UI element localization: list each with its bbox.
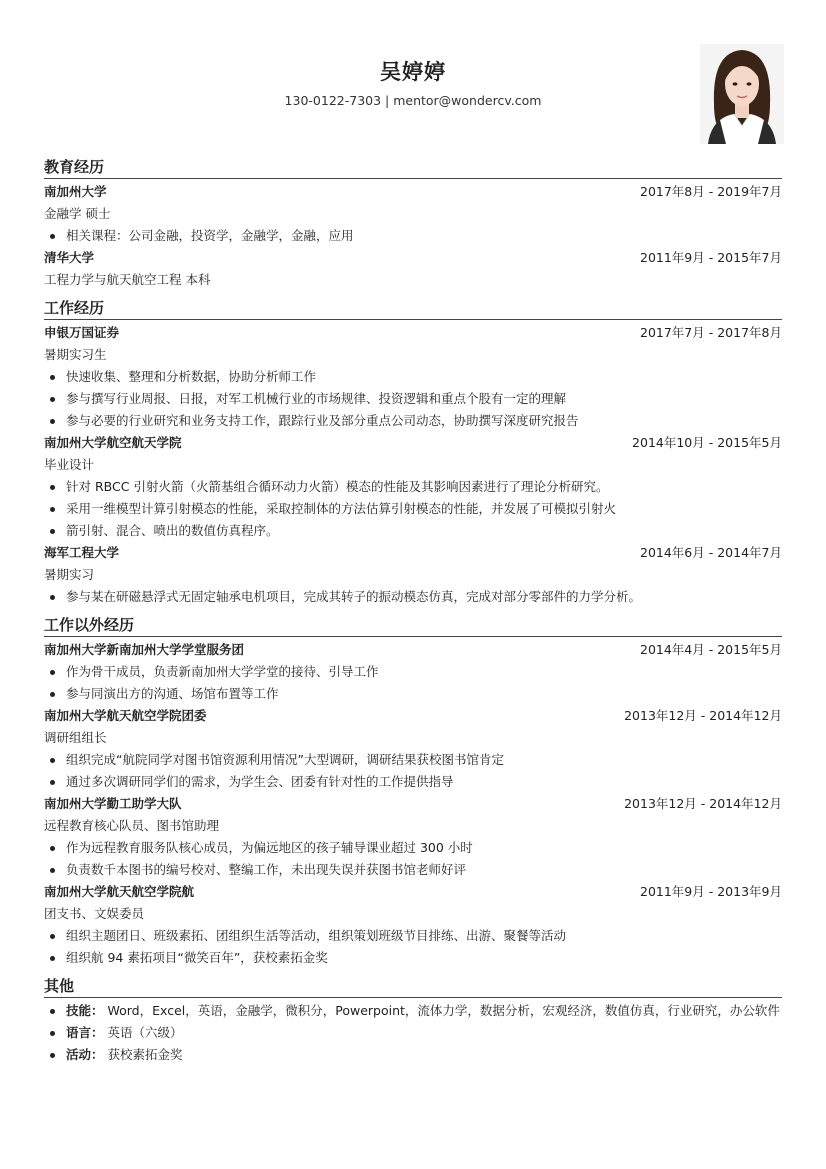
bullet-item: 负责数千本图书的编号校对、整编工作，未出现失误并获图书馆老师好评	[44, 859, 782, 881]
entry-org: 申银万国证券	[44, 325, 120, 340]
resume-header	[44, 0, 782, 150]
entry-org: 清华大学	[44, 250, 95, 265]
work-entry	[44, 542, 782, 608]
other-section	[44, 975, 782, 1066]
bullet-item: 针对 RBCC 引射火箭（火箭基组合循环动力火箭）模态的性能及其影响因素进行了理论分析研究。	[44, 476, 782, 498]
entry-org: 南加州大学航天航空学院团委	[44, 708, 207, 723]
bullet-item: 组织主题团日、班级素拓、团组织生活等活动，组织策划班级节目排练、出游、聚餐等活动	[44, 925, 782, 947]
entry-role: 团支书、文娱委员	[44, 906, 145, 921]
section-title: 教育经历	[44, 156, 782, 179]
entry-date: 2013年12月 - 2014年12月	[624, 708, 782, 723]
candidate-name: 吴婷婷	[380, 60, 446, 84]
section-title: 其他	[44, 975, 782, 998]
entry-date: 2017年7月 - 2017年8月	[640, 325, 782, 340]
education-entry	[44, 247, 782, 291]
skills-item	[44, 1000, 782, 1022]
extra-entry	[44, 639, 782, 705]
item-label: 语言：	[66, 1025, 104, 1040]
activity-item	[44, 1044, 782, 1066]
section-title: 工作以外经历	[44, 614, 782, 637]
entry-org: 南加州大学勤工助学大队	[44, 796, 182, 811]
entry-date: 2014年10月 - 2015年5月	[632, 435, 782, 450]
education-section	[44, 156, 782, 291]
entry-date: 2014年6月 - 2014年7月	[640, 545, 782, 560]
item-text: 获校素拓金奖	[103, 1047, 183, 1062]
bullet-item: 作为骨干成员，负责新南加州大学学堂的接待、引导工作	[44, 661, 782, 683]
entry-date: 2011年9月 - 2013年9月	[640, 884, 782, 899]
entry-role: 金融学 硕士	[44, 206, 111, 221]
item-text: Word，Excel，英语，金融学，微积分，Powerpoint，流体力学，数据分析，宏观经济，数值仿真，行业研究，办公软件	[103, 1003, 780, 1018]
entry-date: 2011年9月 - 2015年7月	[640, 250, 782, 265]
portrait-image	[700, 44, 784, 144]
entry-date: 2013年12月 - 2014年12月	[624, 796, 782, 811]
bullet-item: 参与同演出方的沟通、场馆布置等工作	[44, 683, 782, 705]
item-text: 英语（六级）	[103, 1025, 183, 1040]
entry-date: 2014年4月 - 2015年5月	[640, 642, 782, 657]
contact-info: 130-0122-7303 | mentor@wondercv.com	[284, 93, 542, 108]
bullet-item: 采用一维模型计算引射模态的性能，采取控制体的方法估算引射模态的性能，并发展了可模拟引射火	[44, 498, 782, 520]
bullet-item: 箭引射、混合、喷出的数值仿真程序。	[44, 520, 782, 542]
education-entry	[44, 181, 782, 247]
bullet-item: 组织航 94 素拓项目“微笑百年”，获校素拓金奖	[44, 947, 782, 969]
extra-entry	[44, 793, 782, 881]
bullet-item: 通过多次调研同学们的需求，为学生会、团委有针对性的工作提供指导	[44, 771, 782, 793]
entry-role: 远程教育核心队员、图书馆助理	[44, 818, 220, 833]
bullet-item: 快速收集、整理和分析数据，协助分析师工作	[44, 366, 782, 388]
extra-section	[44, 614, 782, 969]
extra-entry	[44, 881, 782, 969]
entry-role: 暑期实习	[44, 567, 95, 582]
resume-page	[44, 0, 782, 1066]
bullet-item: 参与必要的行业研究和业务支持工作，跟踪行业及部分重点公司动态，协助撰写深度研究报告	[44, 410, 782, 432]
entry-role: 工程力学与航天航空工程 本科	[44, 272, 211, 287]
entry-role: 调研组组长	[44, 730, 107, 745]
entry-date: 2017年8月 - 2019年7月	[640, 184, 782, 199]
entry-role: 暑期实习生	[44, 347, 107, 362]
section-title: 工作经历	[44, 297, 782, 320]
entry-org: 海军工程大学	[44, 545, 120, 560]
work-section	[44, 297, 782, 608]
item-label: 技能：	[66, 1003, 104, 1018]
profile-photo	[700, 44, 784, 144]
extra-entry	[44, 705, 782, 793]
language-item	[44, 1022, 782, 1044]
entry-org: 南加州大学	[44, 184, 107, 199]
entry-role: 毕业设计	[44, 457, 95, 472]
bullet-item: 作为远程教育服务队核心成员，为偏远地区的孩子辅导课业超过 300 小时	[44, 837, 782, 859]
bullet-item: 组织完成“航院同学对图书馆资源利用情况”大型调研，调研结果获校图书馆肯定	[44, 749, 782, 771]
work-entry	[44, 432, 782, 542]
bullet-item: 相关课程：公司金融，投资学，金融学，金融，应用	[44, 225, 782, 247]
entry-org: 南加州大学航天航空学院航	[44, 884, 195, 899]
bullet-item: 参与撰写行业周报、日报，对军工机械行业的市场规律、投资逻辑和重点个股有一定的理解	[44, 388, 782, 410]
work-entry	[44, 322, 782, 432]
item-label: 活动：	[66, 1047, 104, 1062]
bullet-item: 参与某在研磁悬浮式无固定轴承电机项目，完成其转子的振动模态仿真，完成对部分零部件的力学分析。	[44, 586, 782, 608]
entry-org: 南加州大学新南加州大学学堂服务团	[44, 642, 245, 657]
entry-org: 南加州大学航空航天学院	[44, 435, 182, 450]
